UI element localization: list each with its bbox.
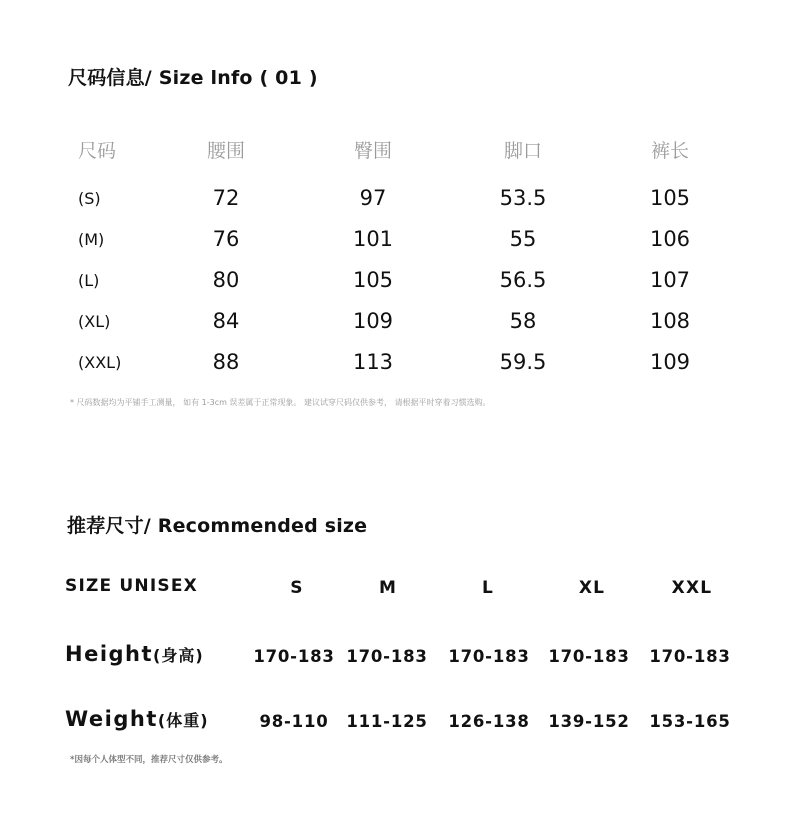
size-col-xl: XL bbox=[578, 578, 606, 598]
height-value: 170-183 bbox=[253, 647, 335, 666]
size-unisex-label: SIZE UNISEX bbox=[65, 576, 198, 596]
waist-value: 84 bbox=[212, 309, 240, 333]
height-label bbox=[65, 642, 204, 666]
recommended-note: *因每个人体型不同，推荐尺寸仅供参考。 bbox=[70, 755, 228, 765]
height-value: 170-183 bbox=[548, 647, 630, 666]
length-value: 109 bbox=[649, 350, 691, 374]
leg-opening-value: 55 bbox=[509, 227, 537, 251]
size-col-l: L bbox=[481, 578, 495, 598]
waist-value: 80 bbox=[212, 268, 240, 292]
row-size-label: (M) bbox=[78, 230, 105, 249]
height-value: 170-183 bbox=[649, 647, 731, 666]
height-label-cn: (身高) bbox=[153, 646, 204, 665]
hip-value: 105 bbox=[352, 268, 394, 292]
col-header-size: 尺码 bbox=[77, 140, 117, 162]
row-size-label: (L) bbox=[78, 271, 100, 290]
leg-opening-value: 59.5 bbox=[499, 350, 547, 374]
leg-opening-value: 58 bbox=[509, 309, 537, 333]
row-size-label: (XL) bbox=[78, 312, 111, 331]
leg-opening-value: 56.5 bbox=[499, 268, 547, 292]
waist-value: 76 bbox=[212, 227, 240, 251]
size-col-xxl: XXL bbox=[671, 578, 713, 598]
size-info-note: * 尺码数据均为平铺手工测量， 如有 1-3cm 误差属于正常现象。 建议试穿尺码仅供参考， 请根据平时穿着习惯选购。 bbox=[70, 398, 491, 407]
height-value: 170-183 bbox=[448, 647, 530, 666]
hip-value: 109 bbox=[352, 309, 394, 333]
waist-value: 88 bbox=[212, 350, 240, 374]
height-label-en: Height bbox=[65, 642, 154, 666]
weight-value: 153-165 bbox=[649, 712, 731, 731]
leg-opening-value: 53.5 bbox=[499, 186, 547, 210]
height-value: 170-183 bbox=[346, 647, 428, 666]
weight-label-cn: (体重) bbox=[157, 711, 209, 730]
length-value: 106 bbox=[649, 227, 691, 251]
col-header-length: 裤长 bbox=[650, 140, 690, 162]
size-col-s: S bbox=[290, 578, 304, 598]
weight-value: 139-152 bbox=[548, 712, 630, 731]
weight-value: 98-110 bbox=[259, 712, 329, 731]
recommended-title: 推荐尺寸/ Recommended size bbox=[67, 515, 368, 537]
size-col-m: M bbox=[378, 578, 398, 598]
col-header-waist: 腰围 bbox=[206, 140, 246, 162]
length-value: 108 bbox=[649, 309, 691, 333]
weight-value: 126-138 bbox=[448, 712, 530, 731]
hip-value: 101 bbox=[352, 227, 394, 251]
waist-value: 72 bbox=[212, 186, 240, 210]
hip-value: 113 bbox=[352, 350, 394, 374]
weight-value: 111-125 bbox=[346, 712, 428, 731]
row-size-label: (XXL) bbox=[78, 353, 122, 372]
weight-label-en: Weight bbox=[65, 707, 158, 731]
weight-label bbox=[65, 707, 209, 731]
hip-value: 97 bbox=[359, 186, 387, 210]
col-header-leg-opening: 脚口 bbox=[503, 140, 543, 162]
size-info-title: 尺码信息/ Size lnfo ( 01 ) bbox=[68, 67, 318, 89]
length-value: 105 bbox=[649, 186, 691, 210]
col-header-hip: 臀围 bbox=[353, 140, 393, 162]
row-size-label: (S) bbox=[78, 189, 101, 208]
length-value: 107 bbox=[649, 268, 691, 292]
